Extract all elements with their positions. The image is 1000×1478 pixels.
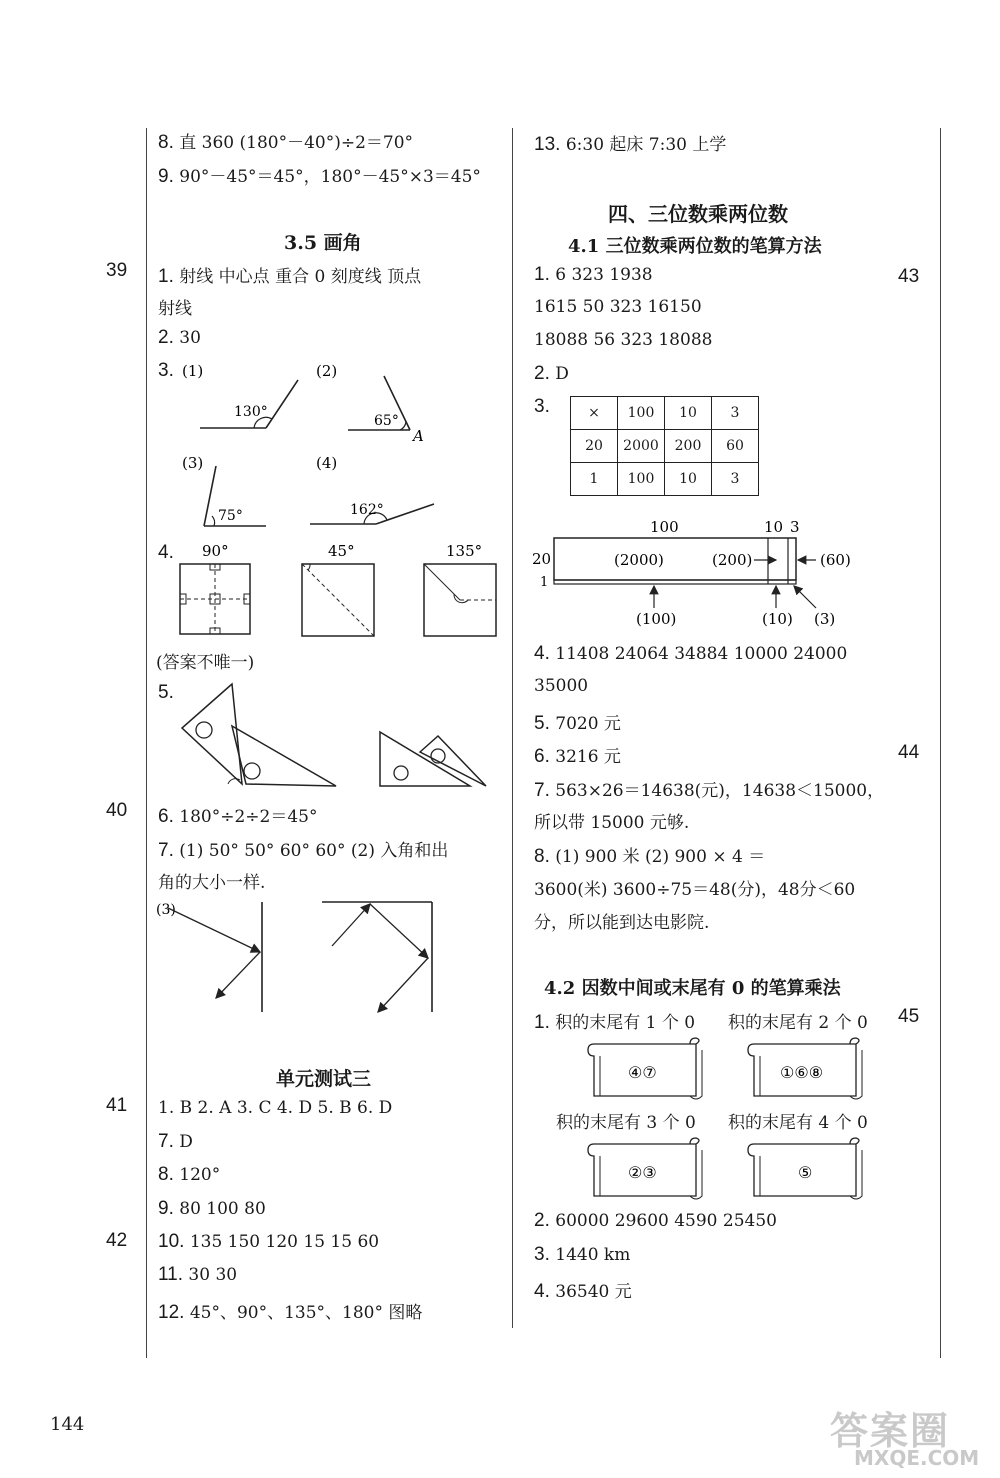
answer-3-5-5: 5. — [158, 682, 174, 703]
answer-4-2-1: 1. 积的末尾有 1 个 0 — [534, 1012, 696, 1033]
answer-3-5-7: 7. (1) 50° 50° 60° 60° (2) 入角和出 — [158, 840, 449, 861]
square-angle-90: 90° — [202, 542, 229, 560]
page-number: 144 — [50, 1414, 85, 1435]
test-answer-9: 9. 80 100 80 — [158, 1198, 266, 1219]
multiplication-table — [570, 396, 759, 496]
answer-3-5-1-cont: 射线 — [158, 299, 192, 319]
scroll-3 — [588, 1136, 704, 1202]
answer-4-1-1-line3: 18088 56 323 18088 — [534, 330, 713, 350]
scroll-value: ①⑥⑧ — [780, 1063, 824, 1082]
square-angle-135: 135° — [446, 542, 483, 560]
scroll-value: ⑤ — [798, 1163, 813, 1182]
answer-4-1-1: 1. 6 323 1938 — [534, 264, 653, 285]
triangle-ruler-drawings — [170, 680, 530, 800]
area-model-diagram — [530, 516, 930, 626]
diagram-bottom-3: (3) — [814, 610, 836, 628]
answer-4-1-4: 4. 11408 24064 34884 10000 24000 — [534, 643, 848, 664]
square-angle-drawings — [176, 540, 516, 640]
answer-3-5-4: 4. — [158, 542, 174, 563]
table-row — [571, 430, 759, 463]
diagram-inner-200: (200) — [712, 551, 753, 569]
table-row — [571, 463, 759, 496]
margin-number-44: 44 — [898, 742, 920, 763]
answer-4-1-8-cont: 3600(米) 3600÷75＝48(分)，48分＜60 — [534, 880, 856, 900]
scroll-value: ④⑦ — [628, 1063, 657, 1082]
table-cell: 200 — [665, 430, 712, 463]
watermark-logo: 答案圈 — [830, 1409, 951, 1453]
square-angle-45: 45° — [328, 542, 355, 560]
diagram-top-3: 3 — [790, 518, 800, 536]
answer-9: 9. 90°－45°＝45°，180°－45°×3＝45° — [158, 166, 481, 187]
table-cell: 10 — [665, 397, 712, 430]
test-answer-7: 7. D — [158, 1131, 193, 1152]
table-cell: 100 — [618, 463, 665, 496]
angle-label-3: (3) — [182, 454, 204, 472]
answer-4-1-8-cont2: 分，所以能到达电影院. — [534, 913, 710, 933]
table-cell: 20 — [571, 430, 618, 463]
diagram-left-20: 20 — [532, 550, 552, 568]
answer-4-1-2: 2. D — [534, 363, 569, 384]
right-column-rule — [940, 128, 941, 1358]
diagram-bottom-10: (10) — [762, 610, 793, 628]
diagram-inner-2000: (2000) — [614, 551, 664, 569]
answer-note: (答案不唯一) — [156, 653, 255, 673]
diagram-bottom-100: (100) — [636, 610, 677, 628]
margin-number-45: 45 — [898, 1006, 920, 1027]
test-answers-1-6: 1. B 2. A 3. C 4. D 5. B 6. D — [158, 1098, 393, 1118]
answer-4-1-5: 5. 7020 元 — [534, 713, 621, 734]
scroll-4 — [748, 1136, 864, 1202]
answer-4-1-1-line2: 1615 50 323 16150 — [534, 297, 702, 317]
reflection-drawings — [156, 894, 456, 1024]
angle-value-65: 65° — [374, 413, 399, 429]
watermark-url: MXQE.COM — [854, 1446, 980, 1470]
answer-4-2-2: 2. 60000 29600 4590 25450 — [534, 1210, 777, 1231]
answer-8: 8. 直 360 (180°－40°)÷2＝70° — [158, 132, 414, 153]
scroll-value: ②③ — [628, 1163, 657, 1182]
answer-4-1-7: 7. 563×26＝14638(元)，14638＜15000， — [534, 780, 885, 801]
left-column-rule — [146, 128, 147, 1358]
section-4-2-title: 4.2 因数中间或末尾有 0 的笔算乘法 — [544, 978, 841, 999]
section-4-1-title: 4.1 三位数乘两位数的笔算方法 — [568, 236, 822, 257]
test-answer-12: 12. 45°、90°、135°、180° 图略 — [158, 1302, 423, 1323]
chapter-4-title: 四、三位数乘两位数 — [608, 202, 788, 226]
answer-4-2-3: 3. 1440 km — [534, 1244, 631, 1265]
answer-4-2-4: 4. 36540 元 — [534, 1281, 632, 1302]
test-answer-8: 8. 120° — [158, 1164, 221, 1185]
point-a-label: A — [413, 427, 424, 445]
answer-3-5-7-cont: 角的大小一样. — [158, 873, 266, 893]
table-cell: 2000 — [618, 430, 665, 463]
unit-test-3-title: 单元测试三 — [276, 1068, 372, 1090]
test-answer-10: 10. 135 150 120 15 15 60 — [158, 1231, 380, 1252]
answer-3-5-2: 2. 30 — [158, 327, 201, 348]
answer-4-1-4-cont: 35000 — [534, 676, 589, 696]
table-cell: 60 — [712, 430, 759, 463]
answer-4-1-7-cont: 所以带 15000 元够. — [534, 813, 690, 833]
margin-number-43: 43 — [898, 266, 920, 287]
scroll-1 — [588, 1036, 704, 1102]
angle-drawings — [170, 358, 530, 538]
diagram-inner-60: (60) — [820, 551, 851, 569]
angle-value-130: 130° — [234, 404, 268, 420]
answer-3-5-1: 1. 射线 中心点 重合 0 刻度线 顶点 — [158, 266, 422, 287]
caption-2-zeros: 积的末尾有 2 个 0 — [728, 1013, 868, 1033]
test-answer-11: 11. 30 30 — [158, 1264, 238, 1285]
angle-label-4: (4) — [316, 454, 338, 472]
angle-label-2: (2) — [316, 362, 338, 380]
angle-value-75: 75° — [218, 508, 243, 524]
answer-4-1-3: 3. — [534, 396, 550, 417]
answer-3-5-3: 3. — [158, 360, 174, 381]
margin-number-39: 39 — [106, 260, 128, 281]
table-cell: 3 — [712, 397, 759, 430]
caption-4-zeros: 积的末尾有 4 个 0 — [728, 1113, 868, 1133]
diagram-left-1: 1 — [540, 575, 549, 590]
table-cell: × — [571, 397, 618, 430]
diagram-top-10: 10 — [764, 518, 784, 536]
margin-number-40: 40 — [106, 800, 128, 821]
table-cell: 100 — [618, 397, 665, 430]
answer-4-1-6: 6. 3216 元 — [534, 746, 621, 767]
margin-number-42: 42 — [106, 1230, 128, 1251]
margin-number-41: 41 — [106, 1095, 128, 1116]
angle-label-1: (1) — [182, 362, 204, 380]
answer-3-5-6: 6. 180°÷2÷2＝45° — [158, 806, 318, 827]
diagram-top-100: 100 — [650, 518, 679, 536]
answer-4-1-8: 8. (1) 900 米 (2) 900 × 4 ＝ — [534, 846, 766, 867]
scroll-2 — [748, 1036, 864, 1102]
caption-3-zeros: 积的末尾有 3 个 0 — [556, 1113, 696, 1133]
table-cell: 10 — [665, 463, 712, 496]
answer-3-5-7-sub: (3) — [156, 902, 176, 918]
answer-13: 13. 6:30 起床 7:30 上学 — [534, 134, 727, 155]
table-cell: 3 — [712, 463, 759, 496]
table-row — [571, 397, 759, 430]
angle-value-162: 162° — [350, 502, 384, 518]
table-cell: 1 — [571, 463, 618, 496]
section-3-5-title: 3.5 画角 — [284, 232, 362, 254]
